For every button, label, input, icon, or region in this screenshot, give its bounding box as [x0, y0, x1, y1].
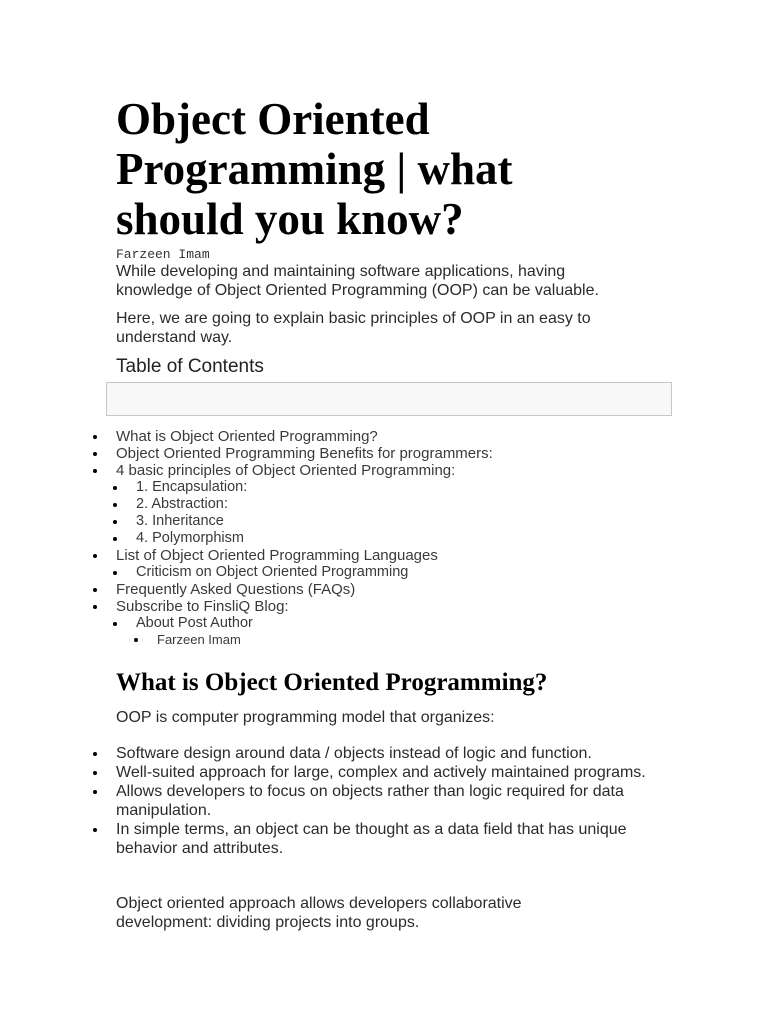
article-header [116, 94, 676, 378]
toc-link[interactable]: Object Oriented Programming Benefits for programmers: [116, 445, 493, 462]
toc-box [106, 382, 672, 416]
toc-link[interactable]: 4 basic principles of Object Oriented Programming: [116, 462, 493, 479]
toc-link[interactable]: What is Object Oriented Programming? [116, 428, 493, 445]
toc-link[interactable]: Subscribe to FinsliQ Blog: [116, 598, 493, 615]
section-intro: OOP is computer programming model that organizes: [116, 709, 495, 726]
toc-link[interactable]: Frequently Asked Questions (FAQs) [116, 581, 493, 598]
list-item: Allows developers to focus on objects rather than logic required for data manipulation. [116, 782, 646, 820]
section-heading: What is Object Oriented Programming? [116, 669, 548, 696]
section-outro: Object oriented approach allows developers collaborative development: dividing projects into groups. [116, 895, 522, 931]
toc-link[interactable]: 1. Encapsulation: [116, 479, 493, 496]
author-name: Farzeen Imam [116, 247, 210, 262]
page-title: Object Oriented Programming | what should you know? [116, 94, 513, 244]
toc-link[interactable]: Criticism on Object Oriented Programming [116, 564, 493, 581]
list-item: Software design around data / objects instead of logic and function. [116, 744, 646, 763]
toc-link[interactable]: List of Object Oriented Programming Languages [116, 547, 493, 564]
toc-title: Table of Contents [116, 356, 264, 377]
section-bullet-list [116, 744, 646, 858]
toc-link[interactable]: 4. Polymorphism [116, 530, 493, 547]
intro-paragraph-1: While developing and maintaining software applications, having knowledge of Object Oriented Programming (OOP) can be valuable. [116, 263, 599, 299]
toc-link[interactable]: About Post Author [116, 615, 493, 632]
toc-link[interactable]: 2. Abstraction: [116, 496, 493, 513]
list-item: In simple terms, an object can be thought as a data field that has unique behavior and attributes. [116, 820, 646, 858]
toc-link[interactable]: Farzeen Imam [116, 632, 493, 648]
list-item: Well-suited approach for large, complex and actively maintained programs. [116, 764, 646, 781]
toc-link[interactable]: 3. Inheritance [116, 513, 493, 530]
table-of-contents [116, 428, 493, 648]
intro-paragraph-2: Here, we are going to explain basic principles of OOP in an easy to understand way. [116, 310, 591, 346]
